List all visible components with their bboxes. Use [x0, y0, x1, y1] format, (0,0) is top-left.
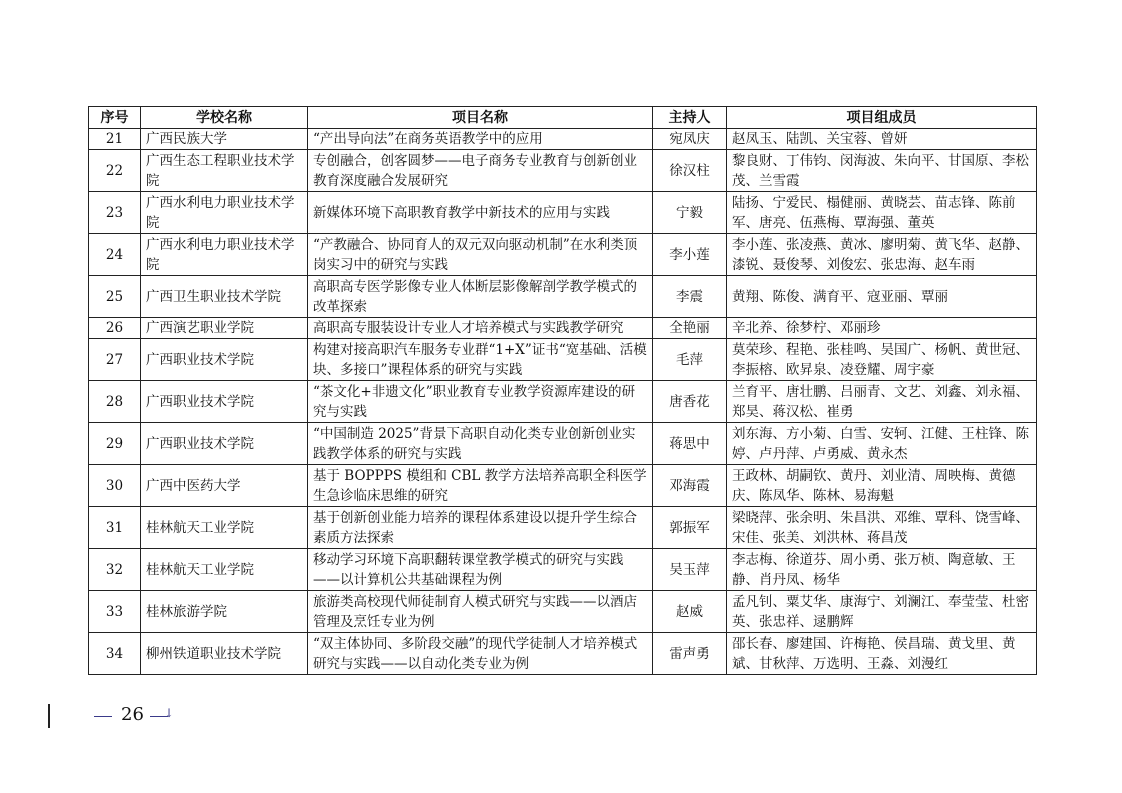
row-index: 32 [89, 549, 141, 591]
team-members: 孟凡钊、粟艾华、康海宁、刘澜江、奉莹莹、杜密英、张忠祥、逯鹏辉 [727, 591, 1037, 633]
host-name: 毛萍 [653, 339, 727, 381]
team-members: 邵长春、廖建国、许梅艳、侯昌瑞、黄戈里、黄斌、甘秋萍、万选明、王淼、刘漫红 [727, 633, 1037, 675]
project-name: 旅游类高校现代师徒制育人模式研究与实践——以酒店管理及烹饪专业为例 [308, 591, 653, 633]
header-host: 主持人 [653, 107, 727, 129]
school-name: 桂林旅游学院 [141, 591, 308, 633]
project-name: “产出导向法”在商务英语教学中的应用 [308, 129, 653, 150]
host-name: 宛凤庆 [653, 129, 727, 150]
table-row [89, 633, 1037, 675]
project-name: 新媒体环境下高职教育教学中新技术的应用与实践 [308, 192, 653, 234]
header-members: 项目组成员 [727, 107, 1037, 129]
table-row [89, 276, 1037, 318]
team-members: 兰育平、唐壮鹏、吕丽青、文艺、刘鑫、刘永福、郑昊、蒋汉松、崔勇 [727, 381, 1037, 423]
row-index: 21 [89, 129, 141, 150]
table-row [89, 192, 1037, 234]
row-index: 24 [89, 234, 141, 276]
host-name: 蒋思中 [653, 423, 727, 465]
school-name: 广西民族大学 [141, 129, 308, 150]
table-header [89, 107, 1037, 129]
team-members: 王政林、胡嗣钦、黄丹、刘业清、周映梅、黄德庆、陈凤华、陈林、易海魁 [727, 465, 1037, 507]
row-index: 30 [89, 465, 141, 507]
project-name: 高职高专医学影像专业人体断层影像解剖学教学模式的改革探索 [308, 276, 653, 318]
table-row [89, 318, 1037, 339]
school-name: 广西中医药大学 [141, 465, 308, 507]
row-index: 27 [89, 339, 141, 381]
row-index: 31 [89, 507, 141, 549]
host-name: 李小莲 [653, 234, 727, 276]
table-row [89, 381, 1037, 423]
host-name: 邓海霞 [653, 465, 727, 507]
table-row [89, 423, 1037, 465]
team-members: 李志梅、徐道芬、周小勇、张万桢、陶意敏、王静、肖丹凤、杨华 [727, 549, 1037, 591]
header-school: 学校名称 [141, 107, 308, 129]
row-index: 25 [89, 276, 141, 318]
table-body [89, 129, 1037, 675]
team-members: 梁晓萍、张余明、朱昌洪、邓维、覃科、饶雪峰、宋佳、张美、刘洪林、蒋昌茂 [727, 507, 1037, 549]
row-index: 29 [89, 423, 141, 465]
row-index: 34 [89, 633, 141, 675]
school-name: 桂林航天工业学院 [141, 549, 308, 591]
header-project: 项目名称 [308, 107, 653, 129]
row-index: 23 [89, 192, 141, 234]
team-members: 李小莲、张凌燕、黄冰、廖明菊、黄飞华、赵静、漆锐、聂俊琴、刘俊宏、张忠海、赵车雨 [727, 234, 1037, 276]
school-name: 广西生态工程职业技术学院 [141, 150, 308, 192]
table-row [89, 234, 1037, 276]
host-name: 全艳丽 [653, 318, 727, 339]
host-name: 赵威 [653, 591, 727, 633]
host-name: 宁毅 [653, 192, 727, 234]
project-name: “中国制造 2025”背景下高职自动化类专业创新创业实践教学体系的研究与实践 [308, 423, 653, 465]
team-members: 陆扬、宁爱民、榻健丽、黄晓芸、苗志锋、陈前军、唐亮、伍燕梅、覃海强、董英 [727, 192, 1037, 234]
table-row [89, 549, 1037, 591]
table-row [89, 591, 1037, 633]
team-members: 莫荣珍、程艳、张桂鸣、吴国广、杨帆、黄世冠、李振榕、欧昇泉、凌登耀、周宇豪 [727, 339, 1037, 381]
host-name: 郭振军 [653, 507, 727, 549]
host-name: 唐香花 [653, 381, 727, 423]
team-members: 辛北养、徐梦柠、邓丽珍 [727, 318, 1037, 339]
school-name: 桂林航天工业学院 [141, 507, 308, 549]
project-name: “茶文化+非遗文化”职业教育专业教学资源库建设的研究与实践 [308, 381, 653, 423]
footer-dash-left [94, 716, 112, 717]
project-name: 基于 BOPPPS 模组和 CBL 教学方法培养高职全科医学生急诊临床思维的研究 [308, 465, 653, 507]
project-name: 基于创新创业能力培养的课程体系建设以提升学生综合素质方法探索 [308, 507, 653, 549]
school-name: 广西卫生职业技术学院 [141, 276, 308, 318]
table-row [89, 339, 1037, 381]
host-name: 徐汉柱 [653, 150, 727, 192]
row-index: 26 [89, 318, 141, 339]
project-name: 高职高专服装设计专业人才培养模式与实践教学研究 [308, 318, 653, 339]
project-name: “双主体协同、多阶段交融”的现代学徒制人才培养模式研究与实践——以自动化类专业为例 [308, 633, 653, 675]
project-name: 移动学习环境下高职翻转课堂教学模式的研究与实践——以计算机公共基础课程为例 [308, 549, 653, 591]
school-name: 柳州铁道职业技术学院 [141, 633, 308, 675]
margin-bar [48, 704, 50, 728]
table-row [89, 507, 1037, 549]
school-name: 广西水利电力职业技术学院 [141, 234, 308, 276]
team-members: 黎良财、丁伟钧、闵海波、朱向平、甘国原、李松茂、兰雪霞 [727, 150, 1037, 192]
table-row [89, 129, 1037, 150]
row-index: 33 [89, 591, 141, 633]
project-name: 专创融合，创客圆梦——电子商务专业教育与创新创业教育深度融合发展研究 [308, 150, 653, 192]
school-name: 广西职业技术学院 [141, 339, 308, 381]
project-name: 构建对接高职汽车服务专业群“1+X”证书“宽基础、活模块、多接口”课程体系的研究与实践 [308, 339, 653, 381]
school-name: 广西职业技术学院 [141, 381, 308, 423]
team-members: 刘东海、方小菊、白雪、安轲、江健、王柱锋、陈婷、卢丹萍、卢勇威、黄永杰 [727, 423, 1037, 465]
school-name: 广西职业技术学院 [141, 423, 308, 465]
row-index: 22 [89, 150, 141, 192]
table-row [89, 465, 1037, 507]
page-number: 26 [121, 704, 144, 725]
host-name: 吴玉萍 [653, 549, 727, 591]
team-members: 赵凤玉、陆凯、关宝蓉、曾妍 [727, 129, 1037, 150]
team-members: 黄翔、陈俊、满育平、寇亚丽、覃丽 [727, 276, 1037, 318]
project-name: “产教融合、协同育人的双元双向驱动机制”在水利类顶岗实习中的研究与实践 [308, 234, 653, 276]
project-table [88, 106, 1037, 675]
host-name: 雷声勇 [653, 633, 727, 675]
footer-mark: ↓ [164, 706, 175, 720]
school-name: 广西演艺职业学院 [141, 318, 308, 339]
row-index: 28 [89, 381, 141, 423]
host-name: 李震 [653, 276, 727, 318]
header-index: 序号 [89, 107, 141, 129]
school-name: 广西水利电力职业技术学院 [141, 192, 308, 234]
table-row [89, 150, 1037, 192]
